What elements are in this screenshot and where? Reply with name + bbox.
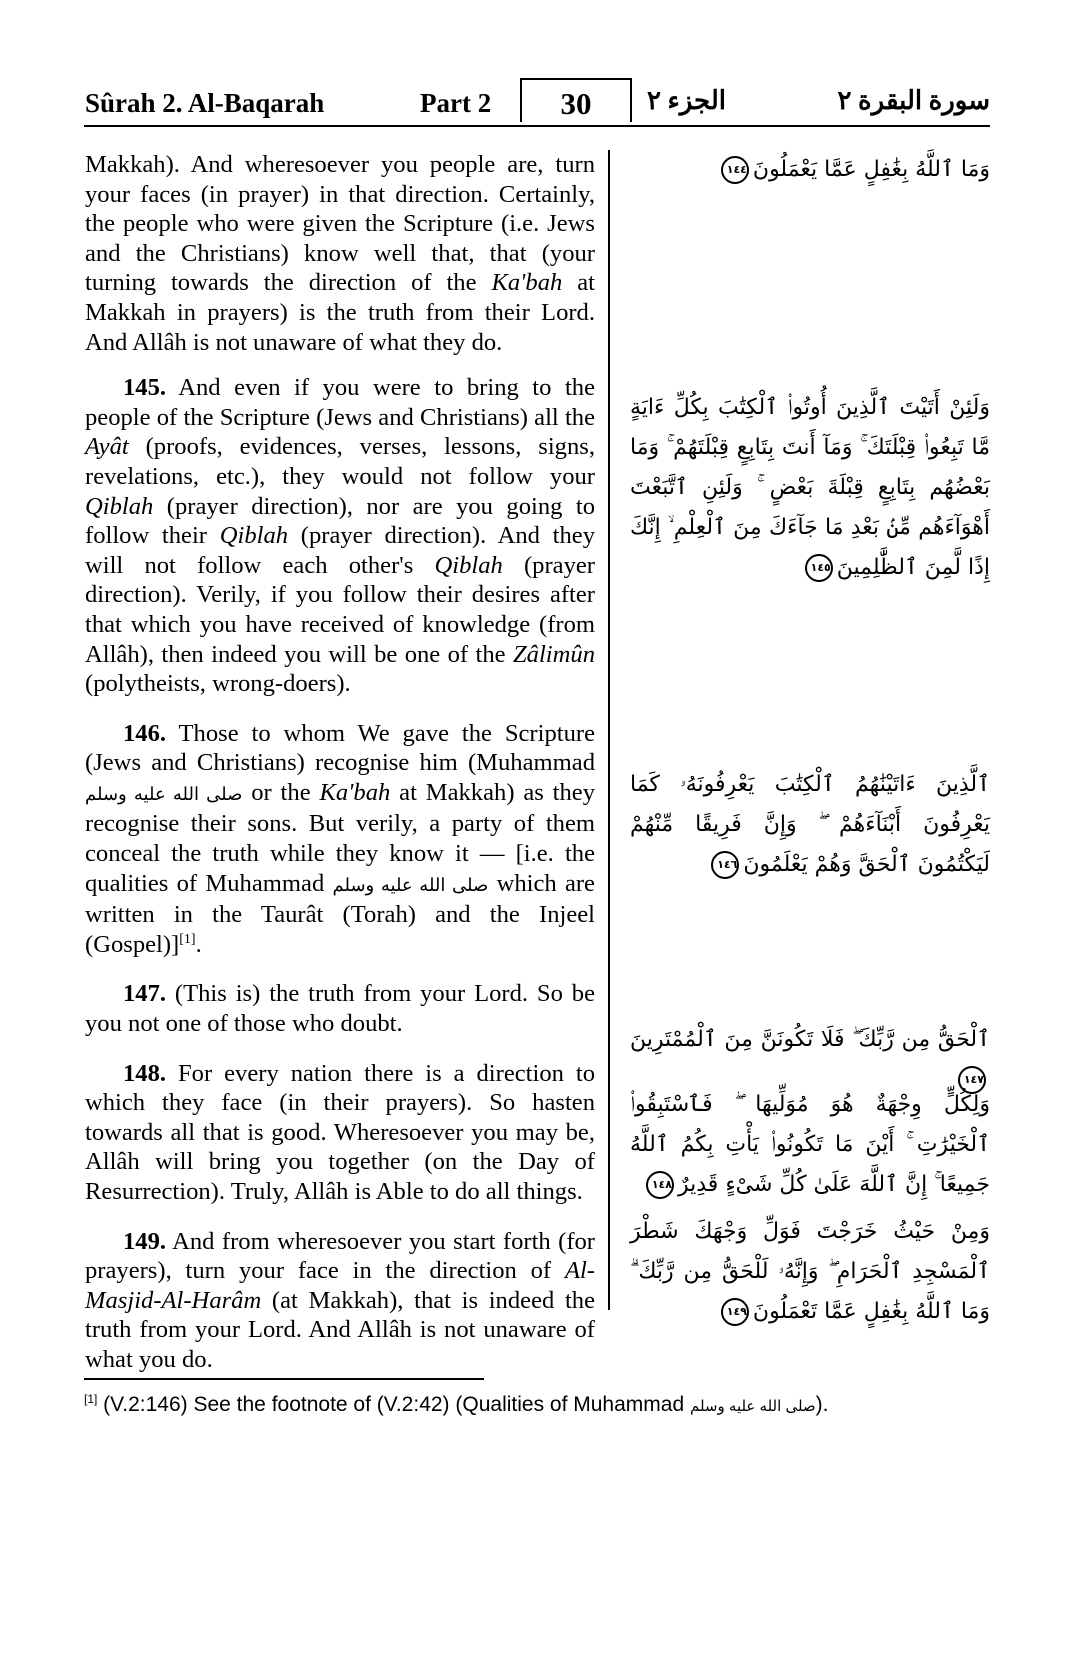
verse-146-translation: 146. Those to whom We gave the Scripture (Jews and Christians) recognise him (Muhammad صلى الله عليه وسلم or the Ka'bah at Makkah) as they recognise their sons. But verily, a party of them conceal the truth while they know it — [i.e. the qualities of Muhammad صلى الله عليه وسلم which are written in the Taurât (Torah) and the Injeel (Gospel)][1].	[85, 719, 596, 958]
arabic-verse-145: وَلَئِنْ أَتَيْتَ ٱلَّذِينَ أُوتُوا۟ ٱلْكِتَٰبَ بِكُلِّ ءَايَةٍ مَّا تَبِعُوا۟ قِبْلَتَكَ ۚ وَمَآ أَنتَ بِتَابِعٍ قِبْلَتَهُمْ ۚ وَمَا بَعْضُهُم بِتَابِعٍ قِبْلَةَ بَعْضٍ ۚ وَلَئِنِ ٱتَّبَعْتَ أَهْوَآءَهُم مِّنۢ بَعْدِ مَا جَآءَكَ مِنَ ٱلْعِلْمِ ۙ إِنَّكَ إِذًا لَّمِنَ ٱلظَّٰلِمِينَ١٤٥	[630, 395, 990, 580]
arabic-verse-148: وَلِكُلٍّ وِجْهَةٌ هُوَ مُوَلِّيهَا ۖ فَٱسْتَبِقُوا۟ ٱلْخَيْرَٰتِ ۚ أَيْنَ مَا تَكُونُوا۟ يَأْتِ بِكُمُ ٱللَّهُ جَمِيعًا ۚ إِنَّ ٱللَّهَ عَلَىٰ كُلِّ شَىْءٍ قَدِيرٌ١٤٨	[630, 1092, 990, 1197]
verse-148-translation: 148. For every nation there is a direction to which they face (in their prayers). So hasten towards all that is good. Wheresoever you may be, Allâh will bring you together (on the Day of Resurrection). Truly, Allâh is Able to do all things.	[85, 1059, 595, 1205]
ayah-end-marker: ١٤٤	[721, 156, 749, 184]
footnote: [1] (V.2:146) See the footnote of (V.2:42) (Qualities of Muhammad صلى الله عليه وسلم).	[84, 1392, 829, 1416]
footnote-rule	[84, 1378, 484, 1380]
english-translation-column	[85, 150, 595, 1395]
page-number: 30	[520, 78, 632, 122]
footnote-marker[interactable]: [1]	[179, 931, 196, 947]
arabic-verse-147: ٱلْحَقُّ مِن رَّبِّكَ ۖ فَلَا تَكُونَنَّ مِنَ ٱلْمُمْتَرِينَ١٤٧	[630, 1020, 990, 1100]
ayah-end-marker: ١٤٥	[805, 554, 833, 582]
ayah-end-marker: ١٤٩	[721, 1298, 749, 1326]
part-label: Part 2	[420, 88, 492, 118]
ayah-end-marker: ١٤٧	[958, 1066, 986, 1094]
juz-label-ar: الجزء ٢	[647, 86, 726, 115]
column-divider	[608, 150, 610, 1310]
arabic-verse-146: ٱلَّذِينَ ءَاتَيْنَٰهُمُ ٱلْكِتَٰبَ يَعْرِفُونَهُۥ كَمَا يَعْرِفُونَ أَبْنَآءَهُمْ ۖ وَإِنَّ فَرِيقًا مِّنْهُمْ لَيَكْتُمُونَ ٱلْحَقَّ وَهُمْ يَعْلَمُونَ١٤٦	[630, 772, 990, 877]
arabic-verse-149: وَمِنْ حَيْثُ خَرَجْتَ فَوَلِّ وَجْهَكَ شَطْرَ ٱلْمَسْجِدِ ٱلْحَرَامِ ۖ وَإِنَّهُۥ لَلْحَقُّ مِن رَّبِّكَ ۗ وَمَا ٱللَّهُ بِغَٰفِلٍ عَمَّا تَعْمَلُونَ١٤٩	[630, 1219, 990, 1324]
surah-title-en: Sûrah 2. Al-Baqarah	[85, 88, 325, 118]
header-rule	[84, 125, 990, 127]
ayah-end-marker: ١٤٦	[711, 851, 739, 879]
ayah-end-marker: ١٤٨	[646, 1171, 674, 1199]
verse-149-translation: 149. And from wheresoever you start forth (for prayers), turn your face in the direction of Al-Masjid-Al-Harâm (at Makkah), that is indeed the truth from your Lord. And Allâh is not unaware of what you do.	[85, 1227, 595, 1373]
verse-147-translation: 147. (This is) the truth from your Lord. So be you not one of those who doubt.	[85, 980, 595, 1038]
arabic-verse-144-end: وَمَا ٱللَّهُ بِغَٰفِلٍ عَمَّا يَعْمَلُونَ١٤٤	[630, 150, 990, 190]
surah-title-ar: سورة البقرة ٢	[837, 86, 990, 115]
page-header	[85, 78, 990, 124]
verse-144-continuation: Makkah). And wheresoever you people are, turn your faces (in prayer) in that direction. Certainly, the people who were given the Scripture (i.e. Jews and the Christians) know well that, that (your turning towards the direction of the Ka'bah at Makkah in prayers) is the truth from their Lord. And Allâh is not unaware of what they do.	[85, 151, 595, 356]
verse-145-translation: 145. And even if you were to bring to the people of the Scripture (Jews and Christians) all the Ayât (proofs, evidences, verses, lessons, signs, revelations, etc.), they would not follow your Qiblah (prayer direction), nor are you going to follow their Qiblah (prayer direction). And they will not follow each other's Qiblah (prayer direction). Verily, if you follow their desires after that which you have received of knowledge (from Allâh), then indeed you will be one of the Zâlimûn (polytheists, wrong-doers).	[85, 374, 595, 698]
